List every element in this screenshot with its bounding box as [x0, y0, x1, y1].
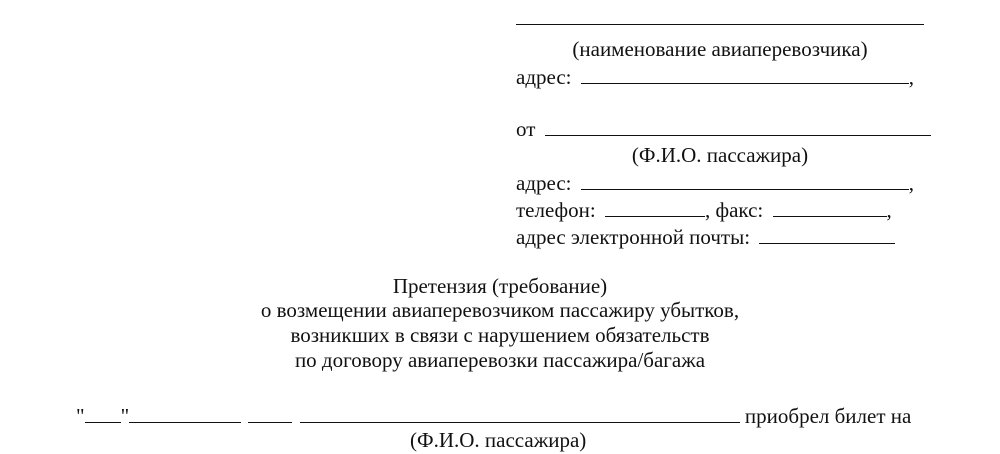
email-row	[516, 225, 895, 249]
quote-open: "	[76, 404, 85, 428]
claim-title: Претензия (требование)	[392, 274, 608, 298]
carrier-address-label: адрес:	[516, 65, 572, 89]
passenger-address-label: адрес:	[516, 171, 572, 195]
passenger-name-body-caption: (Ф.И.О. пассажира)	[410, 428, 587, 452]
passenger-name-body-blank[interactable]	[300, 404, 740, 423]
claim-subtitle-line-2: возникших в связи с нарушением обязательств	[290, 323, 710, 347]
comma: ,	[908, 171, 915, 195]
carrier-address-blank[interactable]	[581, 65, 909, 84]
passenger-address-blank[interactable]	[581, 171, 909, 190]
passenger-address-row	[516, 171, 914, 195]
email-label: адрес электронной почты:	[516, 225, 751, 249]
comma: ,	[886, 198, 892, 222]
phone-blank[interactable]	[605, 198, 705, 217]
passenger-name-caption: (Ф.И.О. пассажира)	[631, 143, 809, 167]
year-blank[interactable]	[248, 404, 292, 423]
phone-label: телефон:	[516, 198, 596, 222]
day-blank[interactable]	[85, 404, 121, 423]
carrier-name-blank[interactable]	[516, 6, 924, 30]
comma: ,	[908, 65, 915, 89]
claim-subtitle-line-1: о возмещении авиаперевозчиком пассажиру убытков,	[260, 298, 740, 322]
phone-fax-row	[516, 198, 892, 222]
carrier-name-caption: (наименование авиаперевозчика)	[572, 37, 868, 61]
month-blank[interactable]	[129, 404, 241, 423]
fax-label: , факс:	[704, 198, 764, 222]
passenger-name-blank[interactable]	[545, 117, 931, 136]
bought-ticket-text: приобрел билет на	[744, 404, 912, 428]
from-row	[516, 117, 931, 141]
carrier-address-row	[516, 65, 914, 89]
email-blank[interactable]	[759, 225, 895, 244]
claim-subtitle-line-3: по договору авиаперевозки пассажира/багажа	[294, 348, 706, 372]
from-label: от	[516, 117, 536, 141]
ticket-purchase-row	[76, 404, 911, 428]
quote-close: "	[120, 404, 130, 428]
fax-blank[interactable]	[773, 198, 887, 217]
